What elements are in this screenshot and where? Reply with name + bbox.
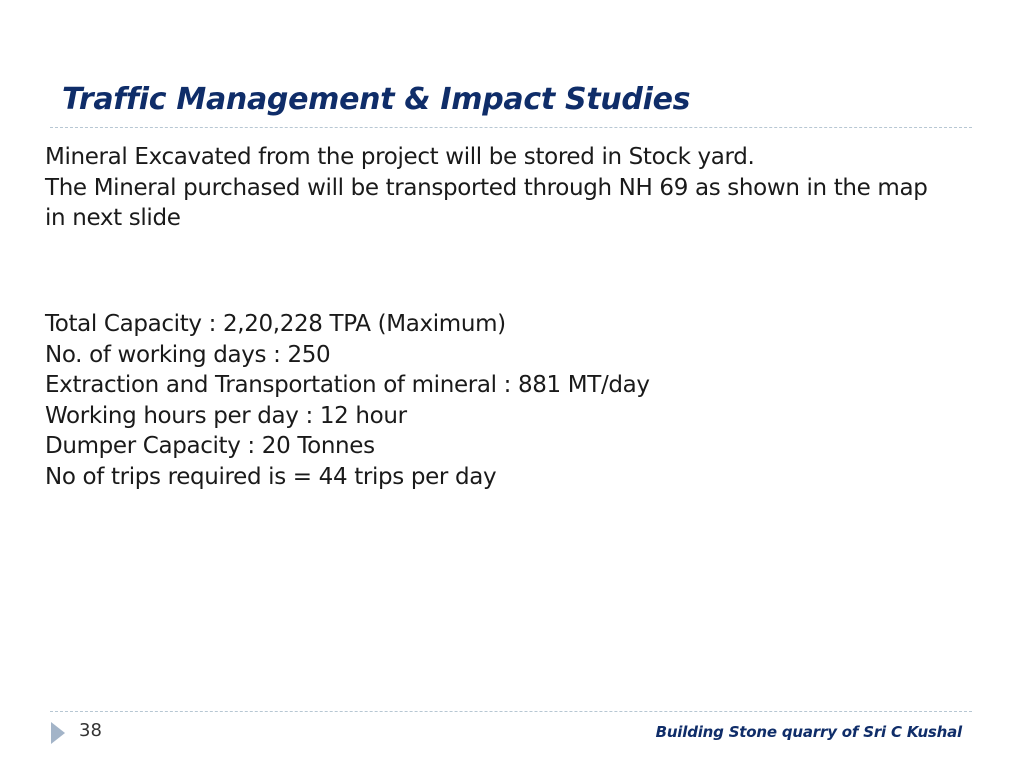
slide-title: Traffic Management & Impact Studies (62, 82, 691, 117)
fact-trips-required: No of trips required is = 44 trips per day (45, 463, 497, 490)
intro-line: Mineral Excavated from the project will be stored in Stock yard. (45, 144, 755, 170)
footer-divider (50, 711, 972, 712)
intro-paragraph (45, 142, 965, 234)
footer-caption: Building Stone quarry of Sri C Kushal (655, 723, 962, 741)
facts-list (45, 309, 965, 493)
fact-working-hours: Working hours per day : 12 hour (45, 402, 407, 429)
fact-dumper-capacity: Dumper Capacity : 20 Tonnes (45, 433, 375, 460)
fact-working-days: No. of working days : 250 (45, 341, 331, 368)
intro-line: The Mineral purchased will be transported through NH 69 as shown in the map in next slide (45, 174, 928, 232)
fact-extraction-rate: Extraction and Transportation of mineral : 881 MT/day (45, 372, 650, 399)
triangle-right-icon (51, 722, 65, 744)
fact-total-capacity: Total Capacity : 2,20,228 TPA (Maximum) (45, 311, 506, 337)
title-divider (50, 127, 972, 128)
page-number: 38 (79, 720, 102, 741)
